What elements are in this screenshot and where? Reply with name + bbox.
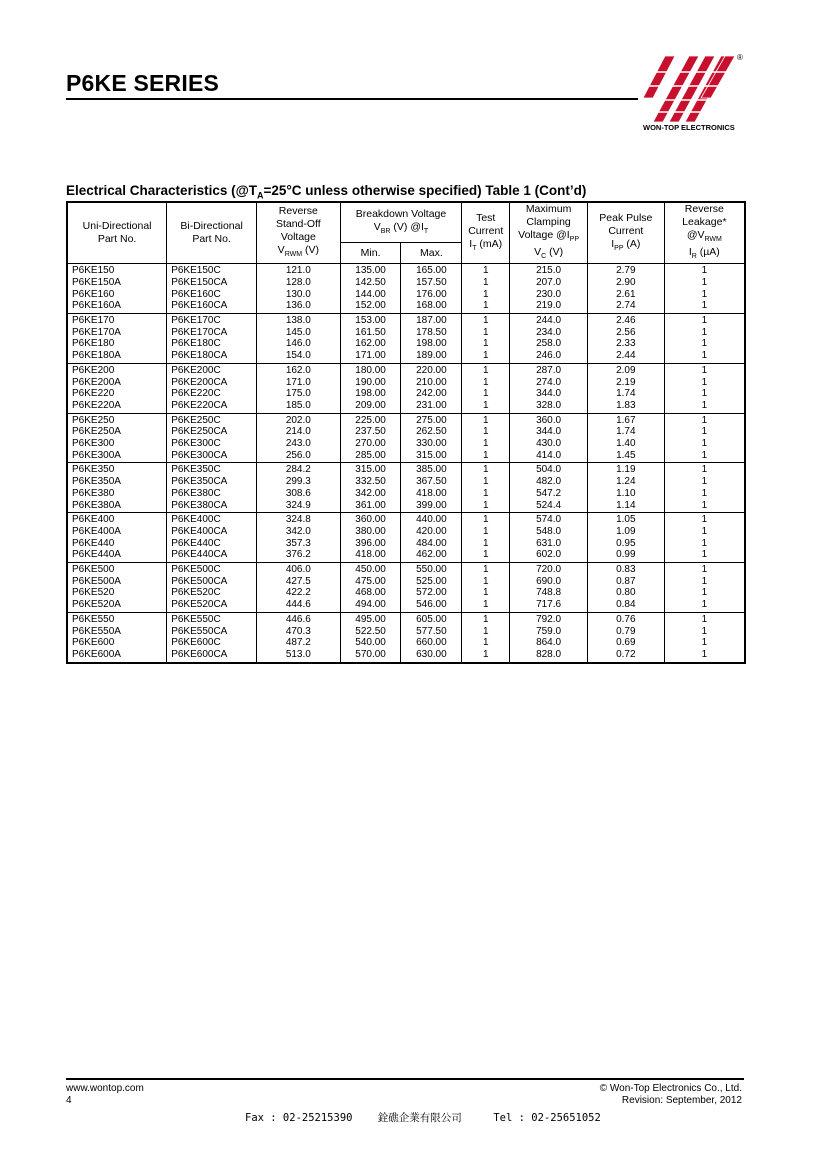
cell-ipp: 2.46 2.56 2.33 2.44 (587, 314, 664, 364)
cell-min: 225.00 237.50 270.00 285.00 (340, 413, 401, 463)
cell-ir: 1 1 1 1 (664, 513, 745, 563)
table-row-group (67, 413, 745, 463)
cell-vc: 504.0 482.0 547.2 524.4 (510, 463, 588, 513)
cell-uni: P6KE170 P6KE170A P6KE180 P6KE180A (67, 314, 167, 364)
table-row-group (67, 513, 745, 563)
cell-uni: P6KE500 P6KE500A P6KE520 P6KE520A (67, 563, 167, 613)
cell-ir: 1 1 1 1 (664, 612, 745, 662)
cell-uni: P6KE550 P6KE550A P6KE600 P6KE600A (67, 612, 167, 662)
cell-vrwm: 138.0 145.0 146.0 154.0 (256, 314, 340, 364)
cell-vrwm: 162.0 171.0 175.0 185.0 (256, 363, 340, 413)
cell-uni: P6KE350 P6KE350A P6KE380 P6KE380A (67, 463, 167, 513)
cell-max: 605.00 577.50 660.00 630.00 (401, 612, 462, 662)
cell-bi: P6KE250C P6KE250CA P6KE300C P6KE300CA (167, 413, 257, 463)
cell-min: 135.00 142.50 144.00 152.00 (340, 264, 401, 314)
cell-vc: 792.0 759.0 864.0 828.0 (510, 612, 588, 662)
cell-max: 275.00 262.50 330.00 315.00 (401, 413, 462, 463)
cell-max: 550.00 525.00 572.00 546.00 (401, 563, 462, 613)
cell-vc: 215.0 207.0 230.0 219.0 (510, 264, 588, 314)
footer-revision: Revision: September, 2012 (621, 1095, 742, 1106)
header-test-current: Test Current $I_T$ (mA) (462, 202, 510, 264)
cell-uni: P6KE200 P6KE200A P6KE220 P6KE220A (67, 363, 167, 413)
header-bi-part: Bi-Directional Part No. (167, 202, 257, 264)
cell-it: 1 1 1 1 (462, 264, 510, 314)
footer-website[interactable]: www.wontop.com (66, 1083, 144, 1094)
cell-vc: 287.0 274.0 344.0 328.0 (510, 363, 588, 413)
footer-page-number: 4 (66, 1095, 72, 1106)
table-row-group (67, 463, 745, 513)
cell-bi: P6KE400C P6KE400CA P6KE440C P6KE440CA (167, 513, 257, 563)
cell-ipp: 0.76 0.79 0.69 0.72 (587, 612, 664, 662)
header-peak-pulse-current: Peak Pulse Current $I_{PP}$ (A) (587, 202, 664, 264)
header-vbr-max: Max. (401, 243, 462, 264)
cell-vrwm: 446.6 470.3 487.2 513.0 (256, 612, 340, 662)
table-row-group (67, 563, 745, 613)
cell-bi: P6KE500C P6KE500CA P6KE520C P6KE520CA (167, 563, 257, 613)
cell-ir: 1 1 1 1 (664, 463, 745, 513)
wte-logo (641, 52, 741, 134)
cell-it: 1 1 1 1 (462, 363, 510, 413)
cell-min: 153.00 161.50 162.00 171.00 (340, 314, 401, 364)
cell-bi: P6KE350C P6KE350CA P6KE380C P6KE380CA (167, 463, 257, 513)
cell-max: 165.00 157.50 176.00 168.00 (401, 264, 462, 314)
cell-it: 1 1 1 1 (462, 413, 510, 463)
cell-vc: 360.0 344.0 430.0 414.0 (510, 413, 588, 463)
header-vbr: Breakdown Voltage $V_{BR}$ (V) $@I_T$ (340, 202, 462, 243)
title-rule (66, 98, 638, 100)
cell-vrwm: 202.0 214.0 243.0 256.0 (256, 413, 340, 463)
cell-it: 1 1 1 1 (462, 314, 510, 364)
cell-min: 315.00 332.50 342.00 361.00 (340, 463, 401, 513)
fax-stamp-line: Fax : 02-25215390 銓礁企業有限公司 Tel : 02-25651052 (245, 1112, 601, 1124)
cell-max: 385.00 367.50 418.00 399.00 (401, 463, 462, 513)
cell-min: 180.00 190.00 198.00 209.00 (340, 363, 401, 413)
electrical-characteristics-table (66, 201, 746, 664)
cell-ipp: 1.05 1.09 0.95 0.99 (587, 513, 664, 563)
cell-vrwm: 121.0 128.0 130.0 136.0 (256, 264, 340, 314)
table-row-group (67, 264, 745, 314)
cell-ir: 1 1 1 1 (664, 363, 745, 413)
cell-min: 360.00 380.00 396.00 418.00 (340, 513, 401, 563)
cell-bi: P6KE550C P6KE550CA P6KE600C P6KE600CA (167, 612, 257, 662)
header-vbr-min: Min. (340, 243, 401, 264)
table-row-group (67, 363, 745, 413)
cell-ir: 1 1 1 1 (664, 264, 745, 314)
registered-mark: ® (737, 53, 743, 62)
cell-it: 1 1 1 1 (462, 612, 510, 662)
cell-uni: P6KE150 P6KE150A P6KE160 P6KE160A (67, 264, 167, 314)
cell-uni: P6KE400 P6KE400A P6KE440 P6KE440A (67, 513, 167, 563)
header-reverse-leakage: Reverse Leakage* $@V_{RWM}$ $I_R$ (µA) (664, 202, 745, 264)
cell-bi: P6KE150C P6KE150CA P6KE160C P6KE160CA (167, 264, 257, 314)
header-uni-part: Uni-Directional Part No. (67, 202, 167, 264)
cell-ir: 1 1 1 1 (664, 563, 745, 613)
cell-vc: 574.0 548.0 631.0 602.0 (510, 513, 588, 563)
cell-uni: P6KE250 P6KE250A P6KE300 P6KE300A (67, 413, 167, 463)
cell-bi: P6KE200C P6KE200CA P6KE220C P6KE220CA (167, 363, 257, 413)
cell-ipp: 1.67 1.74 1.40 1.45 (587, 413, 664, 463)
cell-max: 187.00 178.50 198.00 189.00 (401, 314, 462, 364)
cell-ipp: 0.83 0.87 0.80 0.84 (587, 563, 664, 613)
cell-ipp: 2.09 2.19 1.74 1.83 (587, 363, 664, 413)
footer-rule (66, 1078, 744, 1080)
cell-min: 450.00 475.00 468.00 494.00 (340, 563, 401, 613)
cell-min: 495.00 522.50 540.00 570.00 (340, 612, 401, 662)
cell-bi: P6KE170C P6KE170CA P6KE180C P6KE180CA (167, 314, 257, 364)
table-row-group (67, 314, 745, 364)
logo-text: WON-TOP ELECTRONICS (643, 123, 735, 132)
cell-it: 1 1 1 1 (462, 513, 510, 563)
cell-ipp: 1.19 1.24 1.10 1.14 (587, 463, 664, 513)
cell-ir: 1 1 1 1 (664, 314, 745, 364)
cell-ir: 1 1 1 1 (664, 413, 745, 463)
cell-max: 220.00 210.00 242.00 231.00 (401, 363, 462, 413)
cell-vc: 244.0 234.0 258.0 246.0 (510, 314, 588, 364)
cell-vrwm: 406.0 427.5 422.2 444.6 (256, 563, 340, 613)
page-title: P6KE SERIES (66, 70, 220, 96)
cell-vc: 720.0 690.0 748.8 717.6 (510, 563, 588, 613)
table-row-group (67, 612, 745, 662)
cell-it: 1 1 1 1 (462, 563, 510, 613)
cell-it: 1 1 1 1 (462, 463, 510, 513)
footer-copyright: © Won-Top Electronics Co., Ltd. (599, 1083, 742, 1094)
cell-vrwm: 324.8 342.0 357.3 376.2 (256, 513, 340, 563)
cell-vrwm: 284.2 299.3 308.6 324.9 (256, 463, 340, 513)
table-title: Electrical Characteristics ($@T_A=25^\circ C$ unless otherwise specified) Table 1 (Cont’d) (66, 183, 587, 201)
header-clamping-voltage: Maximum Clamping Voltage $@I_{PP}$ $V_C$ (V) (510, 202, 588, 264)
cell-max: 440.00 420.00 484.00 462.00 (401, 513, 462, 563)
cell-ipp: 2.79 2.90 2.61 2.74 (587, 264, 664, 314)
header-vrwm: Reverse Stand-Off Voltage $V_{RWM}$ (V) (256, 202, 340, 264)
